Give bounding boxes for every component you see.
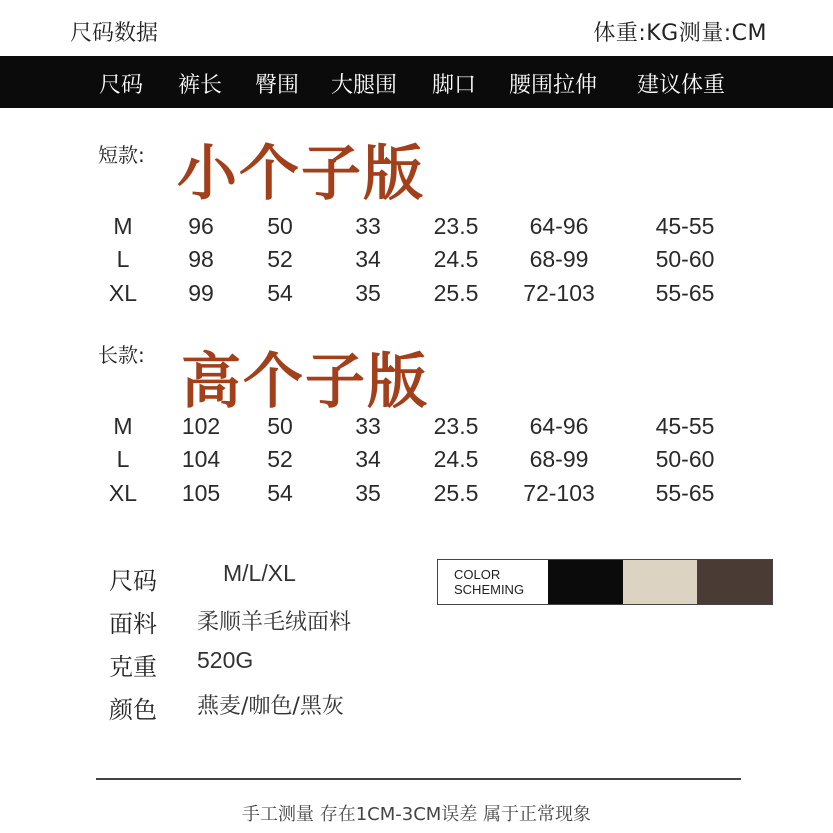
length-cell: 96 [188,213,214,239]
length-cell: 104 [181,446,221,472]
color-scheming-label-line1: COLOR [454,567,501,582]
weight-cell: 50-60 [655,446,715,472]
weight-cell: 55-65 [655,280,715,306]
length-cell: 105 [181,480,221,506]
color-scheming-label [438,560,548,604]
size-cell: XL [108,280,138,306]
col-header-length: 裤长 [178,73,223,98]
info-label-weight: 克重 [109,653,157,681]
waist-cell: 64-96 [529,413,589,439]
thigh-cell: 35 [355,480,381,506]
size-cell: XL [108,480,138,506]
table-row [0,480,833,512]
thigh-cell: 34 [355,246,381,272]
hem-cell: 23.5 [433,413,479,439]
size-cell: M [113,413,133,439]
weight-cell: 50-60 [655,246,715,272]
hip-cell: 50 [267,413,293,439]
thigh-cell: 34 [355,446,381,472]
table-row [0,246,833,278]
weight-cell: 55-65 [655,480,715,506]
length-cell: 98 [188,246,214,272]
col-header-thigh: 大腿围 [331,73,398,98]
length-cell: 99 [188,280,214,306]
units-note: 体重:KG测量:CM [593,21,767,46]
long-version-title: 高个子版 [181,347,429,417]
hem-cell: 25.5 [433,480,479,506]
long-label: 长款: [98,343,145,367]
hip-cell: 50 [267,213,293,239]
waist-cell: 68-99 [529,446,589,472]
size-cell: M [113,213,133,239]
hem-cell: 24.5 [433,446,479,472]
thigh-cell: 33 [355,413,381,439]
short-label: 短款: [98,143,145,167]
col-header-waist: 腰围拉伸 [509,73,598,98]
col-header-hip: 臀围 [255,73,300,98]
table-row [0,413,833,445]
color-swatch-brown [697,560,772,604]
info-value-weight: 520G [197,647,254,673]
column-header-bar [0,56,833,108]
thigh-cell: 35 [355,280,381,306]
hip-cell: 52 [267,246,293,272]
hip-cell: 52 [267,446,293,472]
info-label-size: 尺码 [109,567,157,595]
page-title: 尺码数据 [70,21,159,46]
color-scheming-label-line2: SCHEMING [454,582,525,597]
info-value-size: M/L/XL [223,560,296,586]
hem-cell: 25.5 [433,280,479,306]
hip-cell: 54 [267,280,293,306]
table-row [0,280,833,312]
footer-note: 手工测量 存在1CM-3CM误差 属于正常现象 [241,804,592,825]
size-cell: L [116,246,130,272]
waist-cell: 72-103 [523,280,595,306]
col-header-hem: 脚口 [432,73,477,98]
color-scheming-panel [437,559,773,605]
waist-cell: 68-99 [529,246,589,272]
length-cell: 102 [181,413,221,439]
size-cell: L [116,446,130,472]
info-value-color: 燕麦/咖色/黑灰 [197,694,344,719]
hip-cell: 54 [267,480,293,506]
hem-cell: 23.5 [433,213,479,239]
weight-cell: 45-55 [655,413,715,439]
color-swatch-black [548,560,623,604]
footer-divider [96,778,741,780]
thigh-cell: 33 [355,213,381,239]
info-value-fabric: 柔顺羊毛绒面料 [197,610,352,635]
waist-cell: 72-103 [523,480,595,506]
weight-cell: 45-55 [655,213,715,239]
info-label-fabric: 面料 [109,610,157,638]
info-label-color: 颜色 [109,696,157,724]
waist-cell: 64-96 [529,213,589,239]
col-header-size: 尺码 [99,73,144,98]
table-row [0,446,833,478]
table-row [0,213,833,245]
color-swatch-oat [623,560,698,604]
hem-cell: 24.5 [433,246,479,272]
col-header-weight: 建议体重 [637,73,726,98]
short-version-title: 小个子版 [177,139,425,209]
